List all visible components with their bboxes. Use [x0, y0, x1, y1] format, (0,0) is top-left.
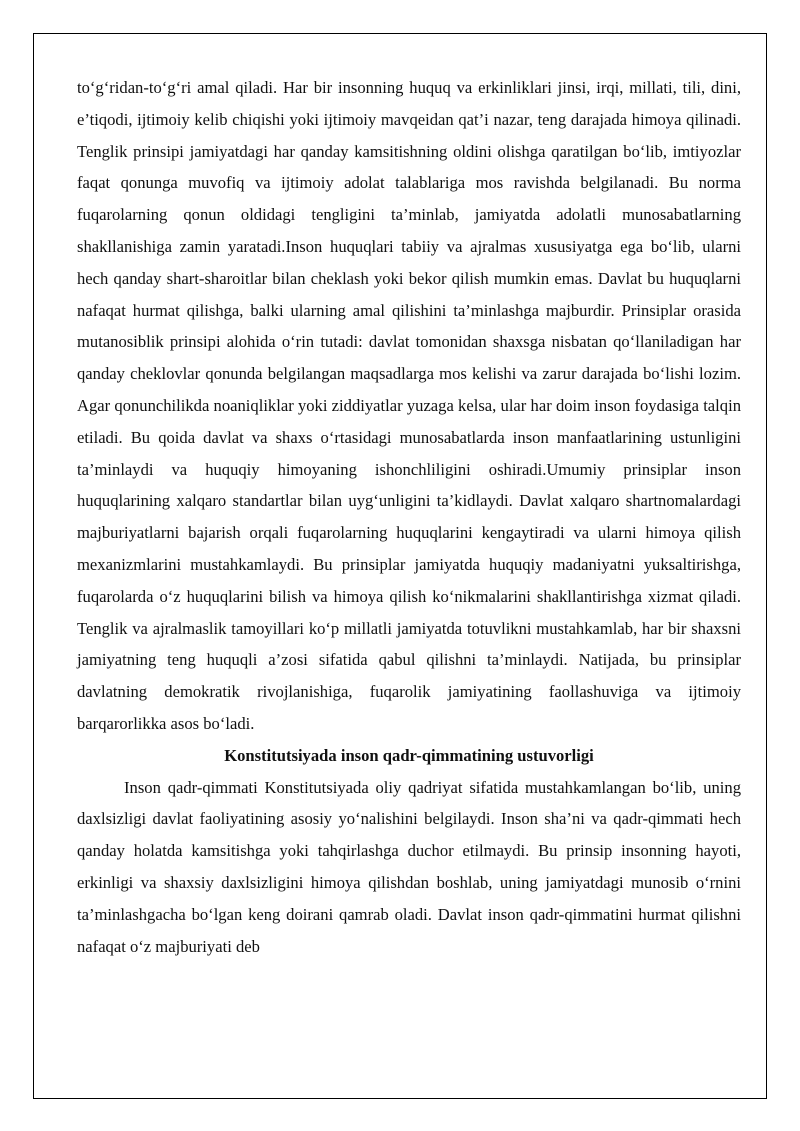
section-heading: Konstitutsiyada inson qadr-qimmatining ustuvorligi [224, 745, 594, 765]
body-paragraph: to‘g‘ridan-to‘g‘ri amal qiladi. Har bir insonning huquq va erkinliklari jinsi, irqi, millati, tili, dini, e’tiqodi, ijtimoiy kelib chiqishi yoki ijtimoiy mavqeidan qat’i nazar, teng darajada himoya qilinadi. Tenglik prinsipi jamiyatdagi har qanday kamsitishning oldini olishga qaratilgan bo‘lib, imtiyozlar faqat qonunga muvofiq va ijtimoiy adolat talablariga mos ravishda belgilanadi. Bu norma fuqarolarning qonun oldidagi tengligini ta’minlab, jamiyatda adolatli munosabatlarning shakllanishiga zamin yaratadi.Inson huquqlari tabiiy va ajralmas xususiyatga ega bo‘lib, ularni hech qanday shart-sharoitlar bilan cheklash yoki bekor qilish mumkin emas. Davlat bu huquqlarni nafaqat hurmat qilishga, balki ularning amal qilishini ta’minlashga majburdir. Prinsiplar orasida mutanosiblik prinsipi alohida o‘rin tutadi: davlat tomonidan shaxsga nisbatan qo‘llaniladigan har qanday cheklovlar qonunda belgilangan maqsadlarga mos kelishi va zarur darajada bo‘lishi lozim. Agar qonunchilikda noaniqliklar yoki ziddiyatlar yuzaga kelsa, ular har doim inson foydasiga talqin etiladi. Bu qoida davlat va shaxs o‘rtasidagi munosabatlarda inson manfaatlarining ustunligini ta’minlaydi va huquqiy himoyaning ishonchliligini oshiradi.Umumiy prinsiplar inson huquqlarining xalqaro standartlar bilan uyg‘unligini ta’kidlaydi. Davlat xalqaro shartnomalardagi majburiyatlarni bajarish orqali fuqarolarning huquqlarini kengaytiradi va ularni himoya qilish mexanizmlarini mustahkamlaydi. Bu prinsiplar jamiyatda huquqiy madaniyatni yuksaltirishga, fuqarolarda o‘z huquqlarini bilish va himoya qilish ko‘nikmalarini shakllantirishga xizmat qiladi. Tenglik va ajralmaslik tamoyillari ko‘p millatli jamiyatda totuvlikni mustahkamlab, har bir shaxsni jamiyatning teng huquqli a’zosi sifatida qabul qilishni ta’minlaydi. Natijada, bu prinsiplar davlatning demokratik rivojlanishiga, fuqarolik jamiyatining faollashuviga va ijtimoiy barqarorlikka asos bo‘ladi. [77, 78, 741, 733]
document-body [77, 72, 741, 962]
body-paragraph: Inson qadr-qimmati Konstitutsiyada oliy qadriyat sifatida mustahkamlangan bo‘lib, uning daxlsizligi davlat faoliyatining asosiy yo‘nalishini belgilaydi. Inson sha’ni va qadr-qimmati hech qanday holatda kamsitishga yoki tahqirlashga duchor etilmaydi. Bu prinsip insonning hayoti, erkinligi va shaxsiy daxlsizligini himoya qilishdan boshlab, uning jamiyatdagi munosib o‘rnini ta’minlashgacha bo‘lgan keng doirani qamrab oladi. Davlat inson qadr-qimmatini hurmat qilishni nafaqat o‘z majburiyati deb [77, 777, 741, 956]
